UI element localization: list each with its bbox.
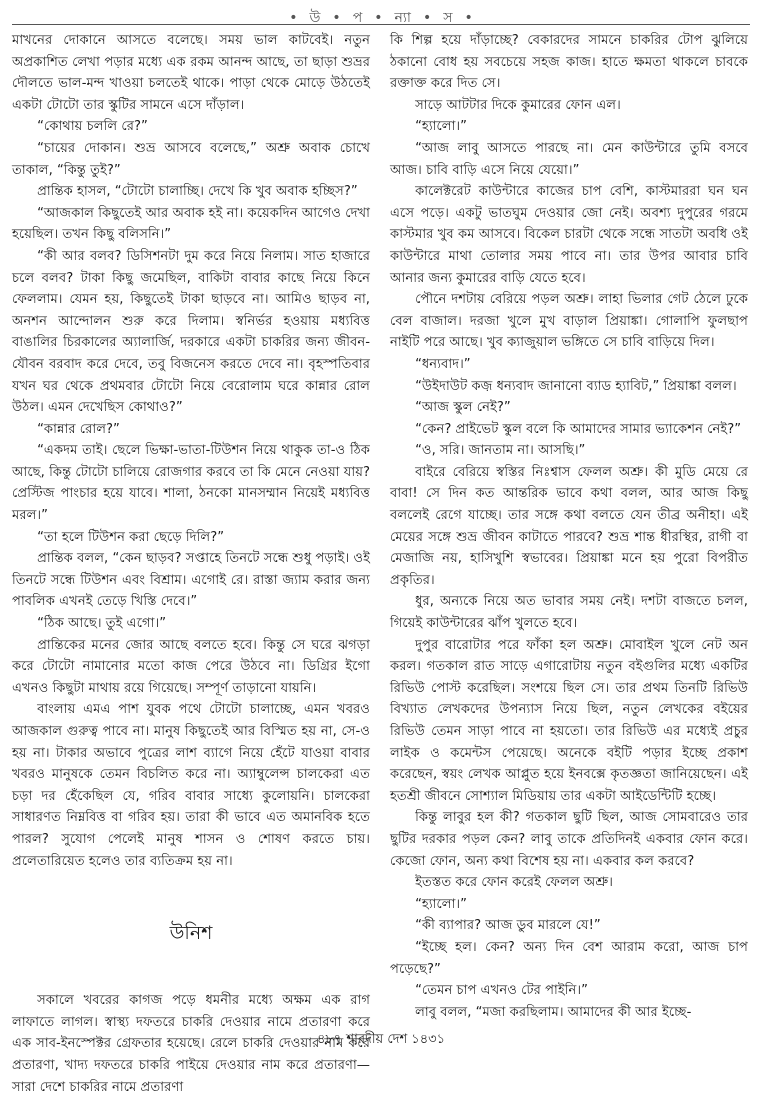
paragraph: “চায়ের দোকান। শুভ্র আসবে বলেছে,” অশ্রু অবাক চোখে তাকাল, “কিন্তু তুই?” bbox=[12, 140, 370, 178]
left-column bbox=[12, 30, 370, 1098]
chapter-title: উনিশ bbox=[169, 922, 213, 945]
header-letter: স bbox=[443, 10, 453, 26]
paragraph: কিন্তু লাবুর হল কী? গতকাল ছুটি ছিল, আজ সোমবারেও তার ছুটির দরকার পড়ল কেন? লাবু তাকে প্রতিদিনই একবার ফোন করে। কেজো ফোন, অন্য কথা বিশেষ হয় না। একবার কল করবে? bbox=[390, 810, 748, 869]
header-letter: উ bbox=[309, 10, 321, 26]
paragraph: “আজ স্কুল নেই?” bbox=[415, 400, 511, 416]
paragraph: “একদম তাই। ছেলে ভিক্ষা-ভাতা-টিউশন নিয়ে থাকুক তা-ও ঠিক আছে, কিন্তু টোটো চালিয়ে রোজগার করবে তা কি মেনে নেওয়া যায়? প্রেস্টিজ পাংচার হয়ে যাবে। শালা, ঠনকো মানসম্মান নিয়েই মধ্যবিত্ত মরল।” bbox=[12, 443, 370, 524]
paragraph: “কেন? প্রাইভেট স্কুল বলে কি আমাদের সামার ভ্যাকেশন নেই?” bbox=[415, 421, 742, 437]
paragraph: “হ্যালো।” bbox=[415, 896, 467, 912]
paragraph: মাখনের দোকানে আসতে বলেছে। সময় ভাল কাটবেই। নতুন অপ্রকাশিত লেখা পড়ার মধ্যে এক রকম আনন্দ আছে, তা ছাড়া শুভ্রর দৌলতে ভাল-মন্দ খাওয়া চলতেই থাকে। পাড়া থেকে মোড়ে উঠতেই একটা টোটো তার স্কুটির সামনে এসে দাঁড়াল। bbox=[12, 33, 370, 113]
paragraph: বাংলায় এমএ পাশ যুবক পথে টোটো চালাচ্ছে, এমন খবরও আজকাল গুরুত্ব পাবে না। মানুষ কিছুতেই আর বিস্মিত হয় না, সে-ও হয় না। টাকার অভাবে পুত্রের লাশ ব্যাগে নিয়ে হেঁটে যাওয়া বাবার খবরও মানুষকে তেমন বিচলিত করে না। অ্যাম্বুলেন্স চালকেরা এত চড়া দর হেঁকেছিল যে, গরিব বাবার সাধ্যে কুলোয়নি। চালকেরা সাধারণত নিম্নবিত্ত বা গরিব হয়। তারা কী ভাবে এত অমানবিক হতে পারল? সুযোগ পেলেই মানুষ শাসন ও শোষণ করতে চায়। প্রলেতারিয়েত হলেও তার ব্যতিক্রম হয় না। bbox=[12, 702, 370, 869]
paragraph: “তা হলে টিউশন করা ছেড়ে দিলি?” bbox=[37, 529, 225, 545]
paragraph: লাবু বলল, “মজা করছিলাম। আমাদের কী আর ইচ্ছে- bbox=[415, 1004, 692, 1020]
paragraph: “আজ লাবু আসতে পারছে না। মেন কাউন্টারে তুমি বসবে আজ। চাবি বাড়ি এসে নিয়ে যেয়ো।” bbox=[390, 140, 748, 178]
paragraph: “ঠিক আছে। তুই এগো।” bbox=[37, 616, 167, 632]
paragraph: “আজকাল কিছুতেই আর অবাক হই না। কয়েকদিন আগেও দেখা হয়েছিল। তখন কিছু বলিসনি।” bbox=[12, 205, 370, 243]
paragraph: “হ্যালো।” bbox=[415, 119, 467, 135]
paragraph: ধুর, অন্যকে নিয়ে অত ভাবার সময় নেই। দশটা বাজতে চলল, গিয়েই কাউন্টারের ঝাঁপ খুলতে হবে। bbox=[390, 594, 748, 632]
running-header: • উ • প • ন্যা • স • bbox=[289, 10, 473, 26]
left-text-before-chapter bbox=[12, 30, 370, 872]
right-column bbox=[390, 30, 748, 1023]
paragraph: বাইরে বেরিয়ে স্বস্তির নিঃশ্বাস ফেলল অশ্রু। কী মুডি মেয়ে রে বাবা! সে দিন কত আন্তরিক ভাবে কথা বলল, আর আজ কিছু বললেই রেগে যাচ্ছে। তার সঙ্গে কথা বলতে যেন তীব্র অনীহা। এই মেয়ের সঙ্গে শুভ্র জীবন কাটাতে পারবে? শুভ্র শান্ত ধীরস্থির, রাগী বা মেজাজি নয়, হাসিখুশি স্বভাবের। প্রিয়াঙ্কা মনে হয় পুরো বিপরীত প্রকৃতির। bbox=[390, 464, 748, 588]
paragraph: “ধন্যবাদ।” bbox=[415, 356, 471, 372]
paragraph: সাড়ে আটটার দিকে কুমারের ফোন এল। bbox=[415, 97, 621, 113]
paragraph: “কী আর বলব? ডিসিশনটা দুম করে নিয়ে নিলাম। সাত হাজারে চলে বলব? টাকা কিছু জমেছিল, বাকিটা বাবার কাছে নিয়ে কিনে ফেললাম। যেমন হয়, কিছুতেই টাকা ছাড়বে না। আমিও ছাড়ব না, অনশন আন্দোলন শুরু করে দিলাম। স্বনির্ভর হওয়ায় মধ্যবিত্ত বাঙালির চিরকালের অ্যালার্জি, দরকারে একটা চাকরির জন্য জীবন-যৌবন বরবাদ করে দেবে, তবু বিজনেস করতে দেবে না। বৃহস্পতিবার যখন ঘর থেকে প্রথমবার টোটো নিয়ে বেরোলাম ঘরে কান্নার রোল উঠল। এমন দেখেছিস কোথাও?” bbox=[12, 248, 370, 416]
paragraph: দুপুর বারোটার পরে ফাঁকা হল অশ্রু। মোবাইল খুলে নেট অন করল। গতকাল রাত সাড়ে এগারোটায় নতুন বইগুলির মধ্যে একটির রিভিউ পোস্ট করেছিল। সংশয়ে ছিল সে। তার প্রথম তিনটি রিভিউ বিখ্যাত লেখকদের উপন্যাস নিয়ে ছিল, নতুন লেখকের বইয়ের রিভিউ তেমন সাড়া পাবে না হয়তো। তার রিভিউ এর মধ্যেই প্রচুর লাইক ও কমেন্টস পেয়েছে। অনেকে বইটি পড়ার ইচ্ছে প্রকাশ করেছেন, স্বয়ং লেখক আপ্লুত হয়ে ইনবক্সে কৃতজ্ঞতা জানিয়েছেন। এই হতশ্রী জীবনে সোশ্যাল মিডিয়ায় তার একটা আইডেন্টিটি হচ্ছে। bbox=[390, 637, 748, 804]
paragraph: প্রান্তিক হাসল, “টোটো চালাচ্ছি। দেখে কি খুব অবাক হচ্ছিস?” bbox=[37, 184, 358, 200]
paragraph: প্রান্তিক বলল, “কেন ছাড়ব? সপ্তাহে তিনটে সন্ধে শুধু পড়াই। ওই তিনটে সন্ধে টিউশন এবং বিশ্রাম। এগোই রে। রাস্তা জ্যাম করার জন্য পাবলিক এখনই তেড়ে খিস্তি দেবে।” bbox=[12, 551, 370, 610]
page-footer: ৪৮৭ শারদীয় দেশ ১৪৩১ bbox=[316, 1032, 446, 1047]
paragraph: “কী ব্যাপার? আজ ডুব মারলে যে!” bbox=[415, 918, 601, 934]
header-letter: ন্যা bbox=[394, 10, 411, 26]
paragraph: ইতস্তত করে ফোন করেই ফেলল অশ্রু। bbox=[415, 875, 613, 891]
paragraph: পৌনে দশটায় বেরিয়ে পড়ল অশ্রু। লাহা ভিলার গেট ঠেলে ঢুকে বেল বাজাল। দরজা খুলে মুখ বাড়াল প্রিয়াঙ্কা। গোলাপি ফুলছাপ নাইটি পরে আছে। খুব ক্যাজুয়াল ভঙ্গিতে সে চাবি বাড়িয়ে দিল। bbox=[390, 292, 748, 351]
paragraph: সকালে খবরের কাগজ পড়ে ধমনীর মধ্যে অক্ষম এক রাগ লাফাতে লাগল। স্বাস্থ্য দফতরে চাকরি দেওয়ার নামে প্রতারণা করে এক সাব-ইনস্পেক্টর গ্রেফতার হয়েছে। রেলে চাকরি দেওয়ার নাম করে প্রতারণা, খাদ্য দফতরে চাকরি পাইয়ে দেওয়ার নাম করে প্রতারণা—সারা দেশে চাকরির নামে প্রতারণা bbox=[12, 993, 370, 1095]
paragraph: কালেক্টরেট কাউন্টারে কাজের চাপ বেশি, কাস্টমাররা ঘন ঘন এসে পড়ে। একটু ভাতঘুম দেওয়ার জো নেই। অবশ্য দুপুরের গরমে কাস্টমার খুব কম আসবে। বিকেল চারটা থেকে সন্ধে সাতটা অবধি ওই কাউন্টারে মাথা তোলার সময় পাবে না। তার উপর আবার চাবি আনার জন্য কুমারের বাড়ি যেতে হবে। bbox=[390, 184, 748, 286]
paragraph: কি শিল্প হয়ে দাঁড়াচ্ছে? বেকারদের সামনে চাকরির টোপ ঝুলিয়ে ঠকানো বোধ হয় সবচেয়ে সহজ কাজ। হাতে ক্ষমতা থাকলে চাবকে রক্তাক্ত করে দিত সে। bbox=[390, 33, 748, 92]
paragraph: প্রান্তিকের মনের জোর আছে বলতে হবে। কিন্তু সে ঘরে ঝগড়া করে টোটো নামানোর মতো কাজ পেরে উঠবে না। ডিগ্রির ইগো এখনও কিছুটা মাথায় রয়ে গিয়েছে। সম্পূর্ণ তাড়ানো যায়নি। bbox=[12, 637, 370, 696]
paragraph: “কোথায় চললি রে?” bbox=[37, 119, 148, 135]
header-letter: প bbox=[352, 10, 363, 26]
header-rule bbox=[12, 24, 750, 25]
paragraph: “ও, সরি। জানতাম না। আসছি।” bbox=[415, 443, 586, 459]
paragraph: “কান্নার রোল?” bbox=[37, 421, 120, 437]
paragraph: “উইদাউট কজ় ধন্যবাদ জানানো ব্যাড হ্যাবিট,” প্রিয়াঙ্কা বলল। bbox=[415, 378, 737, 394]
paragraph: “তেমন চাপ এখনও টের পাইনি।” bbox=[415, 983, 588, 999]
paragraph: “ইচ্ছে হল। কেন? অন্য দিন বেশ আরাম করো, আজ চাপ পড়েছে?” bbox=[390, 939, 748, 977]
